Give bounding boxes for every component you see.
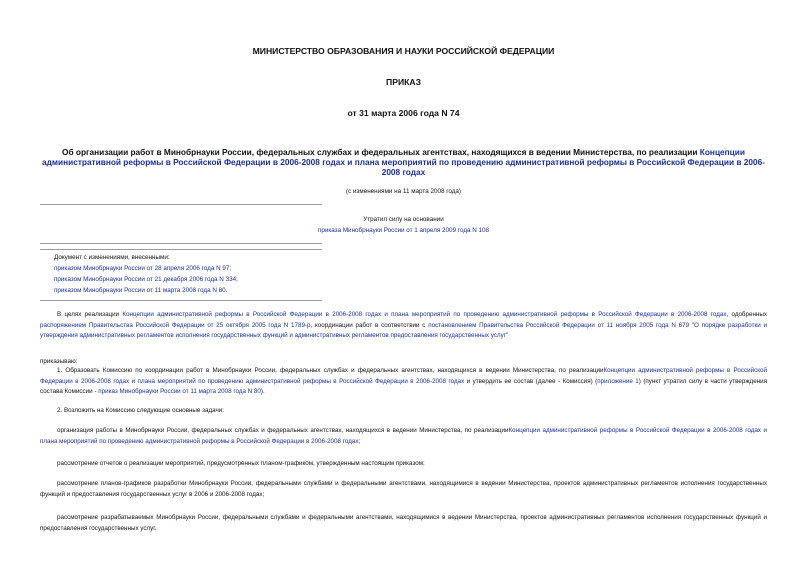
title-text: Об организации работ в Минобрнауки России, федеральных службах и федеральных агентствах, находящихся в ведении Министерства, по реализации bbox=[62, 147, 698, 157]
change-order-link-1[interactable]: приказом Минобрнауки России от 28 апреля 2006 года N 97; bbox=[54, 265, 232, 272]
changes-heading: Документ с изменениями, внесенными: bbox=[54, 254, 170, 261]
ministry-heading: МИНИСТЕРСТВО ОБРАЗОВАНИЯ И НАУКИ РОССИЙСКОЙ ФЕДЕРАЦИИ bbox=[252, 46, 555, 56]
document-title bbox=[40, 147, 767, 177]
preamble-paragraph: В целях реализации Концепции административной реформы в Российской Федерации в 2006-2008 годах и плана мероприятий по проведению административной реформы в Российской Федерации в 2006-2008 годах, одобренных распоряжением Правительства Российской Федерации от 25 октября 2005 года N 1789-р, координации работ в соответствии с постановлением Правительства Российской Федерации от 11 ноября 2005 года N 679 "О порядке разработки и утверждения административных регламентов исполнения государственных функций и административных регламентов предоставления государственных услуг" bbox=[40, 311, 767, 339]
paragraph-1: 1. Образовать Комиссию по координации работ в Минобрнауки России, федеральных службах и федеральных агентствах, находящихся в ведении Министерства, по реализацииКонцепции административной реформы в Российской Федерации в 2006-2008 годах и плана мероприятий по проведению административной реформы в Российской Федерации в 2006-2008 годах и утвердить ее состав (далее - Комиссия) (приложение 1) (пункт утратил силу в части утверждения состава Комиссии - приказ Минобрнауки России от 11 марта 2008 года N 80). bbox=[40, 367, 768, 395]
paragraph-2: 2. Возложить на Комиссию следующие основные задачи: bbox=[57, 407, 224, 414]
government-resolution-link[interactable]: постановлением Правительства Российской Федерации от 11 ноября 2005 года N 679 "О порядке разработки и утверждения административных регламентов исполнения государственных функций и административных регламентов предоставления государственных услуг" bbox=[40, 321, 767, 339]
concept-link[interactable]: Концепции административной реформы в Российской Федерации в 2006-2008 годах и плана мероприятий по проведению административной реформы в Российской Федерации в 2006-2008 годах bbox=[122, 311, 727, 318]
order-80-link[interactable]: приказ Минобрнауки России от 11 марта 2008 года N 80 bbox=[98, 388, 261, 395]
change-order-link-2[interactable]: приказом Минобрнауки России от 21 декабря 2006 года N 334; bbox=[54, 276, 238, 283]
divider bbox=[40, 300, 322, 301]
order-word: приказываю: bbox=[40, 358, 78, 365]
task-1: организация работы в Минобрнауки России, федеральных службах и федеральных агентствах, находящихся в ведении Министерства, по реализацииКонцепции административной реформы в Российской Федерации в 2006-2008 годах и плана мероприятий по проведению административной реформы в Российской Федерации в 2006-2008 годах; bbox=[40, 427, 767, 445]
divider bbox=[40, 243, 322, 244]
expired-note: Утратил силу на основании bbox=[363, 216, 444, 223]
task-2: рассмотрение отчетов о реализации мероприятий, предусмотренных планом-графиком, утвержденным настоящим приказом; bbox=[57, 460, 425, 467]
change-order-link-3[interactable]: приказом Минобрнауки России от 11 марта 2008 года N 80. bbox=[54, 287, 228, 294]
task-4: рассмотрение разрабатываемых Минобрнауки России, федеральными службами и федеральными агентствами, находящимися в ведении Министерства, проектов административных регламентов исполнения государственных функций и предоставления государственных услуг. bbox=[40, 514, 767, 532]
expired-order-link[interactable]: приказа Минобрнауки России от 1 апреля 2009 года N 108 bbox=[317, 227, 490, 234]
concept-link[interactable]: Концепции административной реформы в Российской Федерации в 2006-2008 годах и плана мероприятий по проведению административной реформы в Российской Федерации в 2006-2008 годах bbox=[40, 427, 767, 445]
government-order-link[interactable]: распоряжением Правительства Российской Федерации от 25 октября 2005 года N 1789-р bbox=[40, 321, 311, 329]
divider bbox=[40, 204, 322, 205]
divider bbox=[40, 249, 322, 250]
doc-type-heading: ПРИКАЗ bbox=[386, 77, 421, 87]
appendix-1-link[interactable]: приложение 1 bbox=[597, 377, 639, 385]
date-number-heading: от 31 марта 2006 года N 74 bbox=[347, 108, 460, 118]
title-concept-link[interactable]: Концепции административной реформы в Российской Федерации в 2006-2008 годах и плана мероприятий по проведению административной реформы в Российской Федерации в 2006-2008 годах bbox=[41, 147, 766, 177]
concept-link[interactable]: Концепции административной реформы в Российской Федерации в 2006-2008 годах и плана мероприятий по проведению административной реформы в Российской Федерации в 2006-2008 годах bbox=[40, 367, 768, 385]
amendment-note: (с изменениями на 11 марта 2008 года) bbox=[345, 188, 462, 195]
task-3: рассмотрение планов-графиков разработки Минобрнауки России, федеральными службами и федеральными агентствами, находящимися в ведении Министерства, проектов административных регламентов исполнения государственных функций и предоставления государственных услуг в 2006 и 2006-2008 годах; bbox=[40, 480, 767, 498]
